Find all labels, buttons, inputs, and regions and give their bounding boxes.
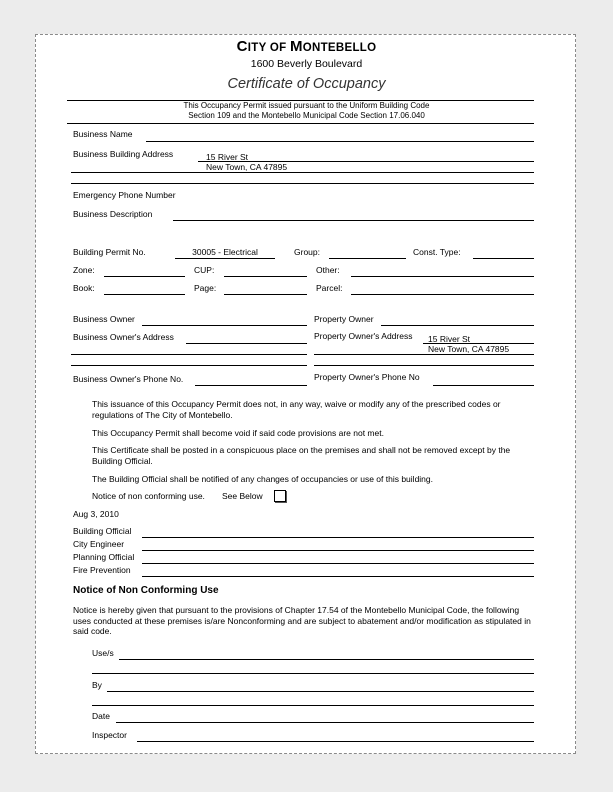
property-owners-address-field3 — [314, 365, 534, 366]
property-owners-address-field2 — [314, 354, 534, 355]
business-name-label: Business Name — [73, 129, 133, 139]
see-below-label: See Below — [222, 491, 263, 501]
business-name-field[interactable] — [146, 141, 534, 142]
inspector-label: Inspector — [92, 730, 127, 740]
by-field[interactable] — [107, 691, 534, 692]
building-permit-field — [175, 258, 275, 259]
cup-label: CUP: — [194, 265, 215, 275]
uses-field[interactable] — [119, 659, 534, 660]
page-label: Page: — [194, 283, 217, 293]
business-building-address-label: Business Building Address — [73, 149, 174, 159]
business-owners-phone-label: Business Owner's Phone No. — [73, 374, 184, 384]
business-owners-phone-field[interactable] — [195, 385, 307, 386]
property-owners-phone-label: Property Owner's Phone No — [314, 372, 420, 382]
building-official-label: Building Official — [73, 526, 132, 536]
book-field[interactable] — [104, 294, 185, 295]
statement-posting: This Certificate shall be posted in a conspicuous place on the premises and shall not be removed except by the Building Official. — [92, 445, 511, 466]
other-field[interactable] — [351, 276, 534, 277]
by-label: By — [92, 680, 102, 690]
emergency-phone-label: Emergency Phone Number — [73, 190, 176, 200]
issue-date: Aug 3, 2010 — [73, 509, 119, 519]
city-name: CITY OF MONTEBELLO — [236, 38, 377, 55]
business-owners-address-field2[interactable] — [71, 354, 307, 355]
group-label: Group: — [294, 247, 320, 257]
notice-text: Notice is hereby given that pursuant to the provisions of Chapter 17.54 of the Montebello Municipal Code, the following uses conducted at these premises is/are Nonconforming and are subject to abatement and/or modification as stipulated in said code. — [73, 605, 531, 636]
building-official-signature[interactable] — [142, 537, 534, 538]
property-owners-phone-field[interactable] — [433, 385, 534, 386]
business-owners-address-field3[interactable] — [71, 365, 307, 366]
header-divider-bottom — [67, 123, 534, 124]
nonconforming-use-label: Notice of non conforming use. — [92, 491, 205, 501]
statement-waiver: This issuance of this Occupancy Permit does not, in any way, waive or modify any of the prescribed codes or regulations of The City of Montebello. — [92, 399, 501, 420]
const-type-field[interactable] — [473, 258, 534, 259]
city-engineer-label: City Engineer — [73, 539, 125, 549]
business-building-address-field2 — [71, 172, 534, 173]
business-description-field[interactable] — [173, 220, 534, 221]
parcel-field[interactable] — [351, 294, 534, 295]
zone-label: Zone: — [73, 265, 95, 275]
business-owner-field[interactable] — [142, 325, 307, 326]
city-engineer-signature[interactable] — [142, 550, 534, 551]
permit-authority-line1: This Occupancy Permit issued pursuant to the Uniform Building Code — [183, 101, 430, 110]
business-owner-label: Business Owner — [73, 314, 135, 324]
planning-official-label: Planning Official — [73, 552, 135, 562]
fire-prevention-signature[interactable] — [142, 576, 534, 577]
uses-label: Use/s — [92, 648, 114, 658]
notice-heading: Notice of Non Conforming Use — [73, 585, 219, 596]
const-type-label: Const. Type: — [413, 247, 461, 257]
statement-void: This Occupancy Permit shall become void if said code provisions are not met. — [92, 428, 384, 438]
cup-field[interactable] — [224, 276, 307, 277]
nonconforming-use-checkbox[interactable] — [274, 490, 286, 502]
statement-notification: The Building Official shall be notified of any changes of occupancies or use of this building. — [92, 474, 433, 484]
parcel-label: Parcel: — [316, 283, 343, 293]
property-owners-address-line1[interactable]: 15 River St — [428, 334, 471, 344]
fire-prevention-label: Fire Prevention — [73, 565, 131, 575]
by-field-2[interactable] — [92, 705, 534, 706]
business-building-address-field3 — [71, 183, 534, 184]
notice-date-label: Date — [92, 711, 110, 721]
property-owner-field[interactable] — [381, 325, 534, 326]
book-label: Book: — [73, 283, 95, 293]
business-owners-address-label: Business Owner's Address — [73, 332, 174, 342]
business-description-label: Business Description — [73, 209, 153, 219]
group-field[interactable] — [329, 258, 406, 259]
building-permit-value[interactable]: 30005 - Electrical — [192, 247, 258, 257]
zone-field[interactable] — [104, 276, 185, 277]
building-permit-label: Building Permit No. — [73, 247, 146, 257]
notice-date-field[interactable] — [116, 722, 534, 723]
planning-official-signature[interactable] — [142, 563, 534, 564]
uses-field-2[interactable] — [92, 673, 534, 674]
business-building-address-line2[interactable]: New Town, CA 47895 — [206, 162, 288, 172]
other-label: Other: — [316, 265, 340, 275]
inspector-field[interactable] — [137, 741, 534, 742]
property-owners-address-line2[interactable]: New Town, CA 47895 — [428, 344, 510, 354]
business-building-address-line1[interactable]: 15 River St — [206, 152, 249, 162]
document-title: Certificate of Occupancy — [227, 76, 386, 92]
property-owner-label: Property Owner — [314, 314, 374, 324]
permit-authority-line2: Section 109 and the Montebello Municipal Code Section 17.06.040 — [188, 111, 425, 120]
page-field[interactable] — [224, 294, 307, 295]
certificate-page — [35, 34, 576, 754]
business-owners-address-field1[interactable] — [186, 343, 307, 344]
property-owners-address-label: Property Owner's Address — [314, 331, 413, 341]
city-address: 1600 Beverly Boulevard — [250, 58, 363, 70]
